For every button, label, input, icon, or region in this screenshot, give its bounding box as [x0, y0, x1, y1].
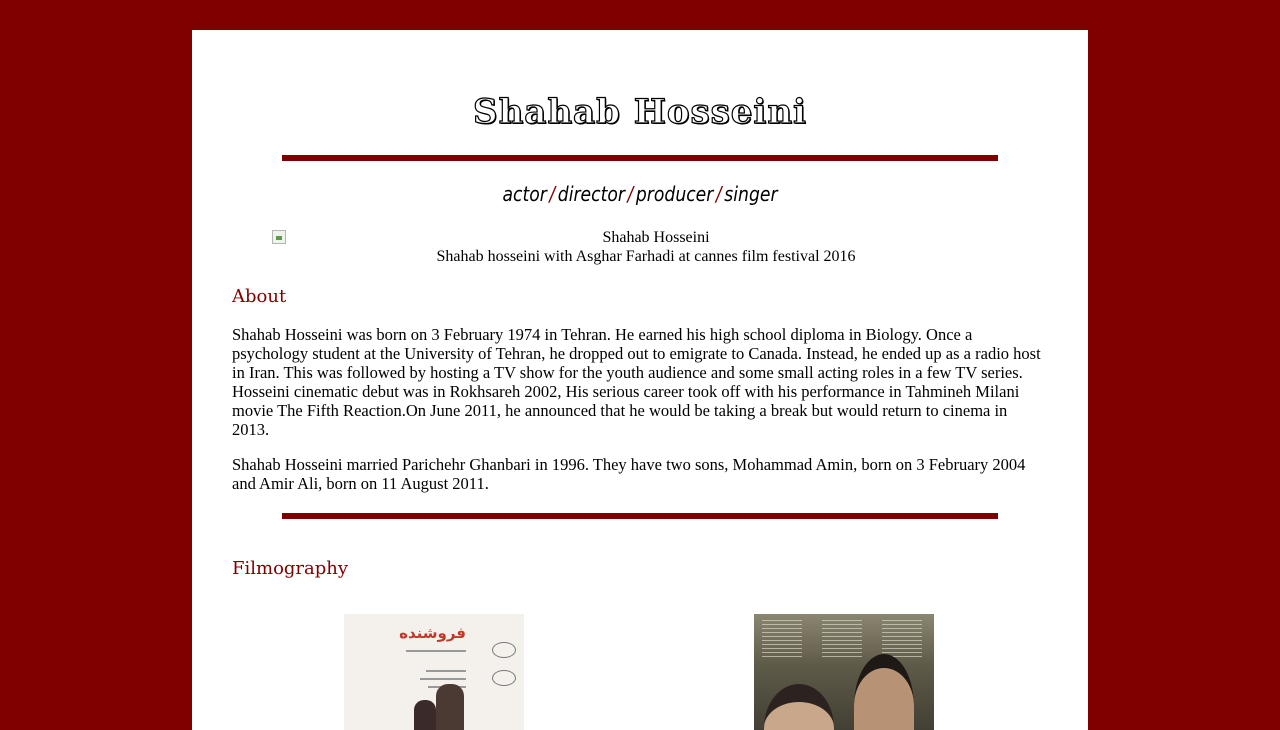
poster-figure — [854, 654, 914, 730]
poster-figure — [764, 684, 834, 730]
about-paragraph-1: Shahab Hosseini was born on 3 February 1974 in Tehran. He earned his high school diploma in Biology. Once a psychology student at the University of Tehran, he dropped out to emigrate to Canada. Instead, he ended up as a radio host in Iran. This was followed by hosting a TV show for the youth audience and some small acting roles in a few TV series. Hosseini cinematic debut was in Rokhsareh 2002, His serious career took off with his performance in Tahmineh Milani movie The Fifth Reaction.On June 2011, he announced that he would be taking a break but would return to cinema in 2013. — [232, 325, 1041, 439]
poster-text-line — [420, 678, 466, 680]
role-actor: actor — [502, 182, 547, 206]
roles-line — [255, 182, 1026, 206]
divider-bottom — [282, 513, 998, 519]
page-title: Shahab Hosseini — [473, 92, 807, 132]
content-panel — [192, 30, 1088, 730]
poster-a-separation[interactable] — [754, 614, 934, 730]
poster-figure — [436, 684, 464, 730]
about-paragraph-2: Shahab Hosseini married Parichehr Ghanbari in 1996. They have two sons, Mohammad Amin, born on 3 February 2004 and Amir Ali, born on 11 August 2011. — [232, 455, 1026, 493]
poster-persian-title: فروشنده — [399, 624, 466, 642]
photo-caption: Shahab hosseini with Asghar Farhadi at cannes film festival 2016 — [436, 248, 856, 265]
about-heading: About — [232, 286, 287, 307]
role-producer: producer — [635, 182, 714, 206]
poster-figure — [414, 700, 436, 730]
photo-alt-text: Shahab Hosseini — [602, 229, 710, 246]
poster-credits-block — [762, 620, 802, 660]
poster-the-salesman[interactable] — [344, 614, 524, 730]
laurel-icon — [492, 670, 516, 686]
poster-text-line — [406, 650, 466, 652]
laurel-icon — [492, 642, 516, 658]
divider-top — [282, 155, 998, 161]
role-singer: singer — [724, 182, 778, 206]
role-separator: / — [627, 182, 634, 206]
poster-text-line — [426, 670, 466, 672]
role-separator: / — [715, 182, 722, 206]
role-separator: / — [549, 182, 556, 206]
role-director: director — [557, 182, 625, 206]
filmography-heading: Filmography — [232, 558, 349, 579]
poster-credits-block — [822, 620, 862, 660]
